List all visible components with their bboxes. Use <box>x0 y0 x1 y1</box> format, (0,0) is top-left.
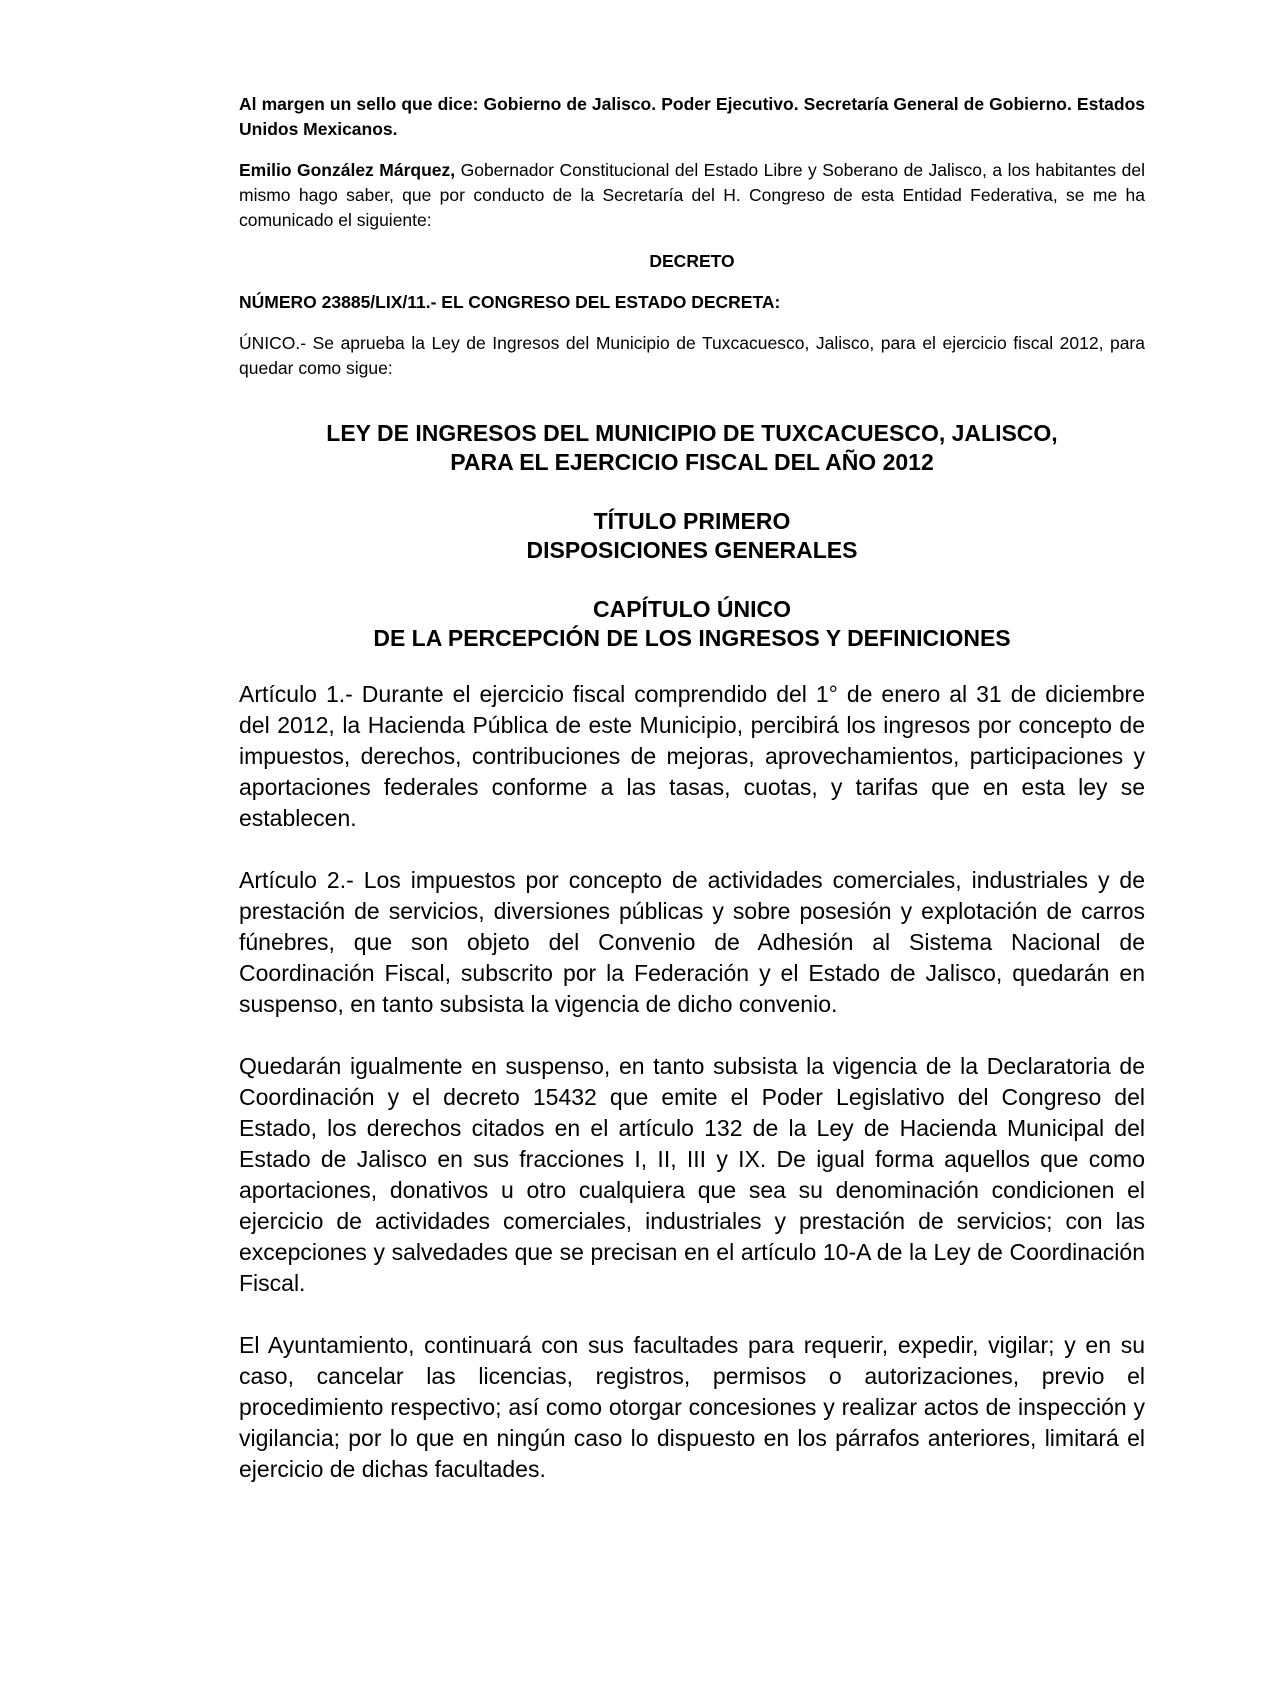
article-2: Artículo 2.- Los impuestos por concepto de actividades comerciales, industriales y de prestación de servicios, diversiones públicas y sobre posesión y explotación de carros fúnebres, que son objeto del Convenio de Adhesión al Sistema Nacional de Coordinación Fiscal, subscrito por la Federación y el Estado de Jalisco, quedarán en suspenso, en tanto subsista la vigencia de dicho convenio. <box>239 867 1145 1017</box>
law-title-line-2: PARA EL EJERCICIO FISCAL DEL AÑO 2012 <box>450 449 934 475</box>
paragraph-suspension: Quedarán igualmente en suspenso, en tanto subsista la vigencia de la Declaratoria de Coordinación y el decreto 15432 que emite el Poder Legislativo del Congreso del Estado, los derechos citados en el artículo 132 de la Ley de Hacienda Municipal del Estado de Jalisco en sus fracciones I, II, III y IX. De igual forma aquellos que como aportaciones, donativos u otro cualquiera que sea su denominación condicionen el ejercicio de actividades comerciales, industriales y prestación de servicios; con las excepciones y salvedades que se precisan en el artículo 10-A de la Ley de Coordinación Fiscal. <box>239 1053 1145 1296</box>
unico-paragraph: ÚNICO.- Se aprueba la Ley de Ingresos del Municipio de Tuxcacuesco, Jalisco, para el ejercicio fiscal 2012, para quedar como sigue: <box>239 333 1145 378</box>
governor-paragraph <box>239 158 1145 233</box>
governor-name: Emilio González Márquez, <box>239 160 456 180</box>
article-1: Artículo 1.- Durante el ejercicio fiscal comprendido del 1° de enero al 31 de diciembre del 2012, la Hacienda Pública de este Municipio, percibirá los ingresos por concepto de impuestos, derechos, contribuciones de mejoras, aprovechamientos, participaciones y aportaciones federales conforme a las tasas, cuotas, y tarifas que en esta ley se establecen. <box>239 681 1145 831</box>
governor-text: Gobernador Constitucional del Estado Libre y Soberano de Jalisco, a los habitantes del mismo hago saber, que por conducto de la Secretaría del H. Congreso de esta Entidad Federativa, se me ha comunicado el siguiente: <box>239 160 1145 230</box>
law-title-line-1: LEY DE INGRESOS DEL MUNICIPIO DE TUXCACUESCO, JALISCO, <box>326 420 1058 446</box>
title-heading <box>239 507 1145 565</box>
margin-note: Al margen un sello que dice: Gobierno de Jalisco. Poder Ejecutivo. Secretaría General de Gobierno. Estados Unidos Mexicanos. <box>239 94 1145 139</box>
law-title <box>239 419 1145 477</box>
document-page <box>239 92 1145 1516</box>
title-line-2: DISPOSICIONES GENERALES <box>526 537 858 563</box>
paragraph-ayuntamiento: El Ayuntamiento, continuará con sus facultades para requerir, expedir, vigilar; y en su caso, cancelar las licencias, registros, permisos o autorizaciones, previo el procedimiento respectivo; así como otorgar concesiones y realizar actos de inspección y vigilancia; por lo que en ningún caso lo dispuesto en los párrafos anteriores, limitará el ejercicio de dichas facultades. <box>239 1332 1145 1482</box>
chapter-line-2: DE LA PERCEPCIÓN DE LOS INGRESOS Y DEFINICIONES <box>373 625 1011 651</box>
chapter-line-1: CAPÍTULO ÚNICO <box>592 596 792 622</box>
title-line-1: TÍTULO PRIMERO <box>593 508 791 534</box>
chapter-heading <box>239 595 1145 653</box>
decree-number: NÚMERO 23885/LIX/11.- EL CONGRESO DEL ESTADO DECRETA: <box>239 292 781 312</box>
decree-label: DECRETO <box>649 251 735 271</box>
